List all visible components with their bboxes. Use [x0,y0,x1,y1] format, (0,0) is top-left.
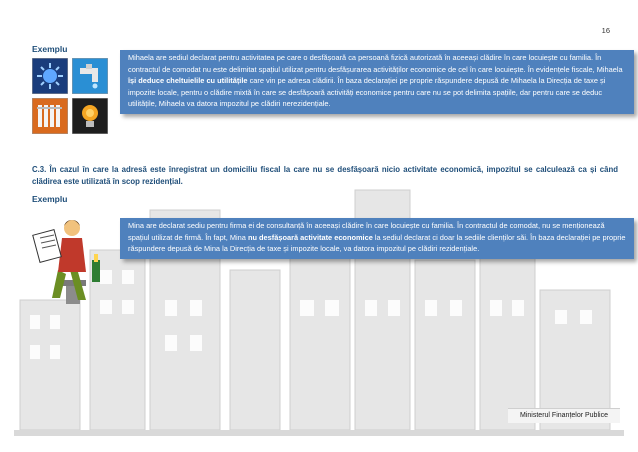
example-text-part: care vin pe adresa clădirii. În baza declarației pe proprie răspundere depusă de Mihaela la Direcția de taxe și impozite locale, pentru o clădire mixtă în care se desfășoară activități economice pentru care nu se pot delimita spațiile, dar pentru care se deduc utilitățile, Mihaela va datora impozitul pe clădiri nerezidențiale. [128,76,606,109]
businesswoman-reading-illustration [30,208,110,308]
example-text [128,52,626,110]
example-label: Exemplu [32,194,68,204]
light-bulb-icon [72,98,108,134]
example-highlight: își deduce cheltuielile cu utilitățile [128,76,248,86]
water-tap-icon [72,58,108,94]
example-text-part: Mina are declarat sediu pentru firma ei de consultanță în aceeași clădire în care locuiește cu familia. În contractul de comodat, nu se menționează spațiul utilizat de firmă. În fapt, Mina [128,221,605,242]
page-number: 16 [601,26,610,35]
example-callout-mina [120,218,634,259]
example-highlight: nu desfășoară activitate economice [247,232,373,242]
example-text-part: la sediul declarat ci doar la sediile clienților săi. În baza declarației pe proprie răspundere depusă de Mina la Direcția de taxe și impozite locale, va datora impozitul pe clădiri rezidențiale. [128,232,626,254]
example-text-part: Mihaela are sediul declarat pentru activitatea pe care o desfășoară ca persoană fizică autorizată în aceeași clădire în care locuiește cu familia. În contractul de comodat nu este delimitat spațiul utilizat pentru desfășurarea activităților economice de cel în care locuiește. În evidențele fiscale, Mihaela [128,53,623,74]
section-c3-paragraph: C.3. În cazul în care la adresă este înregistrat un domiciliu fiscal la care nu se desfășoară nicio activitate economică, impozitul se calculează ca și când clădirea este utilizată în scop rezidențial. [32,165,618,186]
example-text [128,220,626,255]
example-label: Exemplu [32,44,68,54]
radiator-icon [32,98,68,134]
gas-flame-icon [32,58,68,94]
example-callout-mihaela [120,50,634,114]
footer-ministry: Ministerul Finanțelor Publice [508,408,620,423]
